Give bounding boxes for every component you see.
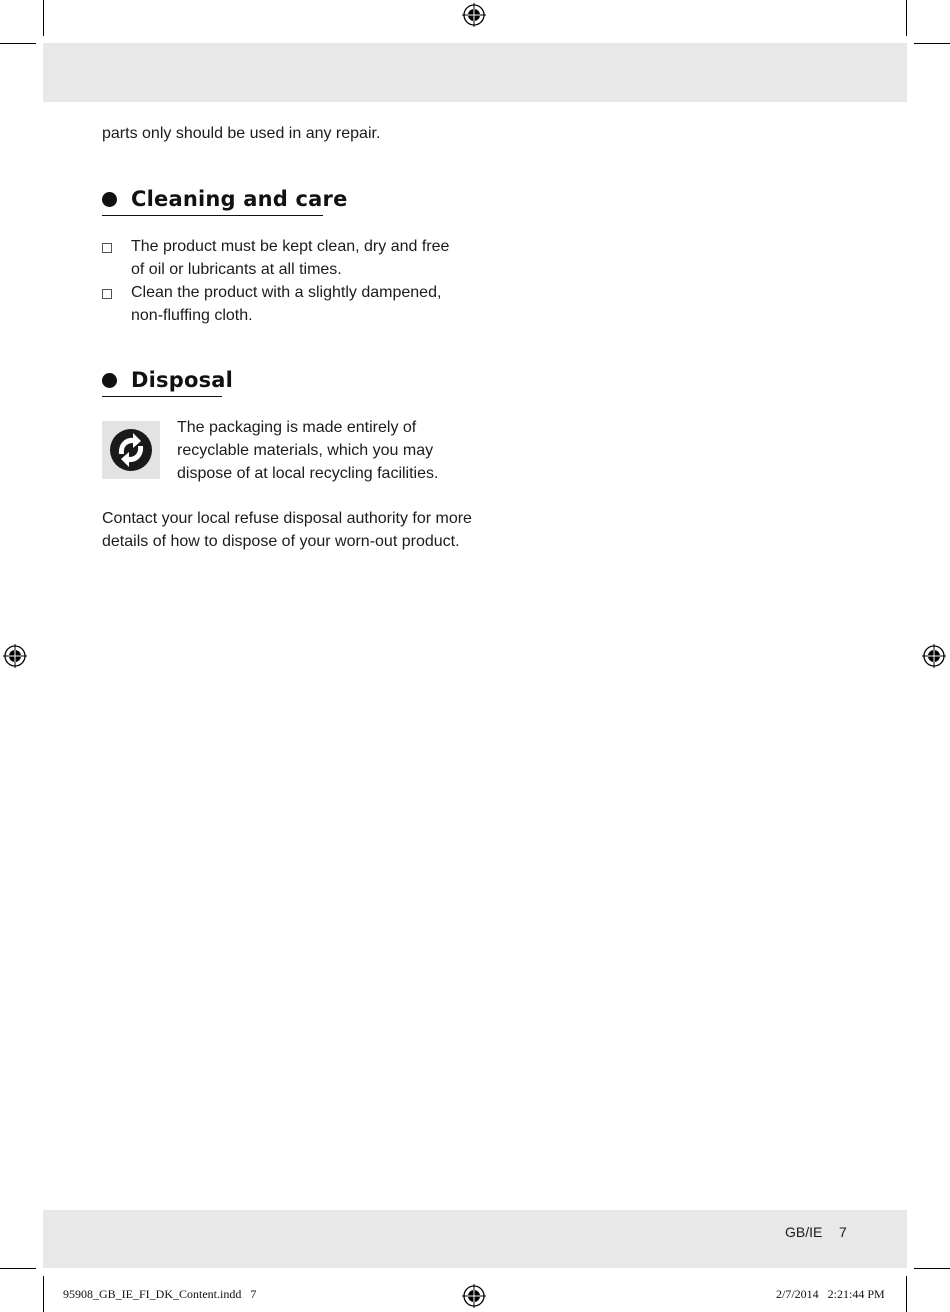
registration-mark-icon xyxy=(462,1284,486,1308)
crop-mark xyxy=(906,1276,907,1312)
paragraph-line: Contact your local refuse disposal authority for more xyxy=(102,510,472,527)
heading-underline xyxy=(102,396,222,397)
intro-line: parts only should be used in any repair. xyxy=(102,125,381,142)
list-item xyxy=(102,281,472,327)
list-item-line: Clean the product with a slightly dampened, xyxy=(131,284,442,301)
contact-paragraph xyxy=(102,507,502,553)
section-heading-disposal xyxy=(102,368,233,392)
print-timestamp: 2/7/2014 2:21:44 PM xyxy=(776,1287,885,1301)
heading-underline xyxy=(102,215,323,216)
heading-bullet-icon xyxy=(102,373,117,388)
paragraph-line: recyclable materials, which you may xyxy=(177,442,434,459)
list-item-line: non-fluffing cloth. xyxy=(131,307,253,324)
paragraph-line: details of how to dispose of your worn-out product. xyxy=(102,533,460,550)
registration-mark-icon xyxy=(922,644,946,668)
crop-mark xyxy=(914,1268,950,1269)
crop-mark xyxy=(914,43,950,44)
paragraph-line: dispose of at local recycling facilities. xyxy=(177,465,439,482)
list-item-line: of oil or lubricants at all times. xyxy=(131,261,342,278)
section-heading-cleaning xyxy=(102,187,348,211)
checkbox-bullet-icon xyxy=(102,243,112,253)
crop-mark xyxy=(0,1268,36,1269)
crop-mark xyxy=(0,43,36,44)
crop-mark xyxy=(906,0,907,36)
page-number: 7 xyxy=(839,1224,847,1240)
list-item-line: The product must be kept clean, dry and free xyxy=(131,238,450,255)
recycling-icon xyxy=(102,421,160,479)
checkbox-bullet-icon xyxy=(102,289,112,299)
registration-mark-icon xyxy=(3,644,27,668)
crop-mark xyxy=(43,0,44,36)
crop-mark xyxy=(43,1276,44,1312)
heading-bullet-icon xyxy=(102,192,117,207)
paragraph-line: The packaging is made entirely of xyxy=(177,419,417,436)
registration-mark-icon xyxy=(462,3,486,27)
list-item xyxy=(102,235,472,281)
file-info: 95908_GB_IE_FI_DK_Content.indd 7 xyxy=(63,1287,257,1301)
header-band xyxy=(43,43,907,102)
packaging-paragraph xyxy=(177,416,477,485)
footer-band xyxy=(43,1210,907,1268)
section-title: Disposal xyxy=(131,368,234,392)
section-title: Cleaning and care xyxy=(131,187,348,211)
footer-region-label: GB/IE xyxy=(785,1224,823,1240)
